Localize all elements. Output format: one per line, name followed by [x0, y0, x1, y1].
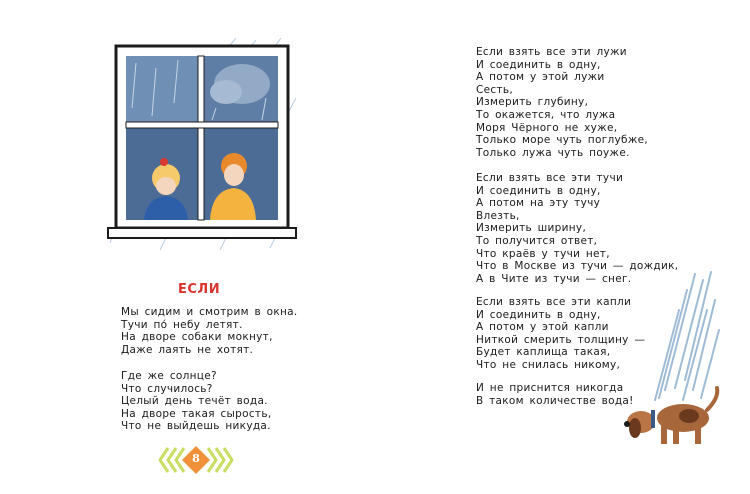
poem-line: Тучи по́ небу летят.	[121, 318, 243, 331]
window-illustration	[106, 38, 306, 250]
poem-line: И соединить в одну,	[476, 308, 601, 321]
page-number: 8	[192, 452, 200, 465]
poem-line: Только лужа чуть поуже.	[476, 146, 630, 159]
poem-line: И соединить в одну,	[476, 184, 601, 197]
poem-line: Если взять все эти тучи	[476, 172, 624, 184]
stanza	[476, 382, 634, 407]
rain-and-dog-drawing	[615, 270, 725, 455]
poem-line: На дворе собаки мокнут,	[121, 331, 273, 344]
poem-line: Измерить ширину,	[476, 222, 587, 235]
poem-line: Моря Чёрного не хуже,	[476, 121, 618, 134]
rain-dog-illustration	[615, 270, 725, 455]
poem-line: Что краёв у тучи нет,	[476, 247, 610, 260]
stanza	[121, 306, 298, 356]
poem-line: И соединить в одну,	[476, 58, 601, 71]
poem-line: Мы сидим и смотрим в окна.	[121, 306, 298, 318]
poem-line: Если взять все эти капли	[476, 296, 632, 308]
poem-line: Сесть,	[476, 83, 514, 96]
poem-line: То окажется, что лужа	[476, 108, 616, 121]
stanza	[121, 370, 271, 433]
poem-title: ЕСЛИ	[178, 282, 221, 297]
stanza	[476, 46, 648, 159]
poem-line: Что не снилась никому,	[476, 358, 621, 371]
page-number-badge	[156, 444, 236, 476]
poem-line: Что случилось?	[121, 382, 213, 395]
poem-line: А потом у этой лужи	[476, 71, 605, 84]
window-drawing	[106, 38, 306, 250]
stanza	[476, 172, 678, 285]
poem-line: Влезть,	[476, 209, 520, 222]
poem-line: Что не выйдешь никуда.	[121, 420, 271, 433]
poem-line: Будет каплища такая,	[476, 346, 611, 359]
poem-line: То получится ответ,	[476, 234, 598, 247]
poem-line: А в Чите из тучи — снег.	[476, 272, 632, 285]
poem-line: На дворе такая сырость,	[121, 407, 272, 420]
poem-line: Целый день течёт вода.	[121, 395, 268, 408]
poem-line: Что в Москве из тучи — дождик,	[476, 260, 679, 273]
poem-line: Где же солнце?	[121, 370, 217, 382]
poem-line: Если взять все эти лужи	[476, 46, 627, 58]
poem-line: Только море чуть поглубже,	[476, 134, 648, 147]
poem-line: И не приснится никогда	[476, 382, 624, 394]
poem-line: А потом на эту тучу	[476, 197, 601, 210]
poem-line: Ниткой смерить толщину —	[476, 333, 646, 346]
poem-line: Даже лаять не хотят.	[121, 343, 254, 356]
poem-line: А потом у этой капли	[476, 321, 609, 334]
poem-line: В таком количестве вода!	[476, 394, 634, 407]
poem-line: Измерить глубину,	[476, 96, 589, 109]
